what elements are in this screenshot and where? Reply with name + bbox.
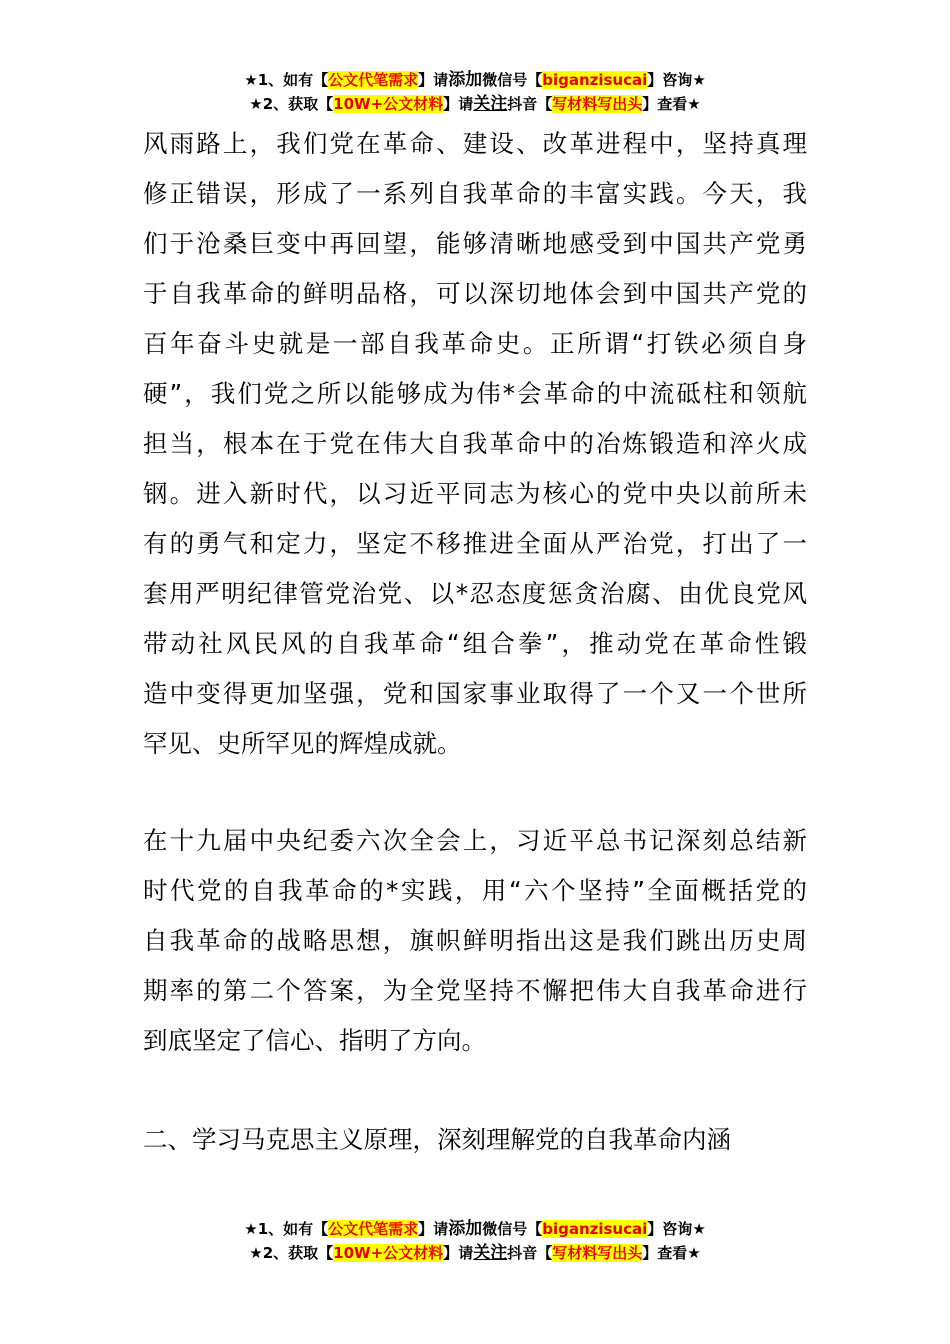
banner-text: 咨询 (662, 1220, 693, 1238)
banner-text: 请 (433, 1220, 449, 1238)
banner-text: 抖音 (507, 95, 538, 113)
banner-emphasis: 添加 (448, 70, 483, 90)
banner-emphasis: 关注 (473, 94, 508, 114)
banner-highlight: 10W+公文材料 (333, 1244, 444, 1262)
text-line: 百年奋斗史就是一部自我革命史。正所谓“打铁必须自身 (143, 329, 807, 358)
text-line: 罕见、史所罕见的辉煌成就。 (143, 729, 462, 758)
banner-highlight: 10W+公文材料 (333, 95, 444, 113)
text-line: 担当，根本在于党在伟大自我革命中的冶炼锻造和淬火成 (143, 429, 807, 458)
text-line: 套用严明纪律管党治党、以*忍态度惩贪治腐、由优良党风 (143, 579, 807, 608)
text-line: 时代党的自我革命的*实践，用“六个坚持”全面概括党的 (143, 876, 807, 905)
text-line: 们于沧桑巨变中再回望，能够清晰地感受到中国共产党勇 (143, 229, 807, 258)
banner-text: 2、获取 (262, 95, 319, 113)
bracket: 【 (527, 1220, 543, 1238)
text-line: 带动社风民风的自我革命“组合拳”，推动党在革命性锻 (143, 629, 807, 658)
text-line: 钢。进入新时代，以习近平同志为核心的党中央以前所未 (143, 479, 807, 508)
text-line: 硬”，我们党之所以能够成为伟*会革命的中流砥柱和领航 (143, 379, 807, 408)
bracket: 】 (443, 1244, 459, 1262)
star-icon: ★ (244, 1220, 258, 1238)
bracket: 】 (443, 95, 459, 113)
banner-line-1 (0, 1217, 950, 1241)
text-line: 自我革命的战略思想，旗帜鲜明指出这是我们跳出历史周 (143, 926, 807, 955)
bracket: 】 (642, 1244, 658, 1262)
banner-text: 1、如有 (257, 71, 314, 89)
banner-highlight: biganzisucai (542, 71, 648, 89)
bracket: 【 (537, 95, 553, 113)
star-icon: ★ (249, 1244, 263, 1262)
banner-text: 2、获取 (262, 1244, 319, 1262)
text-line: 于自我革命的鲜明品格，可以深切地体会到中国共产党的 (143, 279, 807, 308)
banner-highlight: 公文代笔需求 (328, 71, 419, 89)
banner-text: 微信号 (482, 1220, 528, 1238)
text-line: 到底坚定了信心、指明了方向。 (143, 1026, 486, 1055)
bracket: 】 (647, 1220, 663, 1238)
banner-highlight: 公文代笔需求 (328, 1220, 419, 1238)
heading-text: 二、学习马克思主义原理，深刻理解党的自我革命内涵 (143, 1125, 731, 1154)
star-icon: ★ (249, 95, 263, 113)
text-line: 期率的第二个答案，为全党坚持不懈把伟大自我革命进行 (143, 976, 807, 1005)
banner-text: 微信号 (482, 71, 528, 89)
star-icon: ★ (687, 1244, 701, 1262)
header-banner (0, 68, 950, 116)
star-icon: ★ (687, 95, 701, 113)
bracket: 【 (313, 1220, 329, 1238)
banner-line-2 (0, 1241, 950, 1265)
bracket: 【 (537, 1244, 553, 1262)
banner-emphasis: 添加 (448, 1219, 483, 1239)
banner-text: 请 (458, 1244, 474, 1262)
bracket: 】 (418, 1220, 434, 1238)
bracket: 【 (318, 95, 334, 113)
bracket: 】 (647, 71, 663, 89)
banner-text: 1、如有 (257, 1220, 314, 1238)
banner-text: 请 (433, 71, 449, 89)
banner-highlight: 写材料写出头 (552, 95, 643, 113)
banner-text: 查看 (657, 1244, 688, 1262)
banner-line-1 (0, 68, 950, 92)
paragraph-1 (143, 119, 807, 769)
star-icon: ★ (692, 71, 706, 89)
text-line: 在十九届中央纪委六次全会上，习近平总书记深刻总结新 (143, 826, 807, 855)
bracket: 【 (318, 1244, 334, 1262)
banner-text: 咨询 (662, 71, 693, 89)
banner-highlight: 写材料写出头 (552, 1244, 643, 1262)
banner-line-2 (0, 92, 950, 116)
text-line: 修正错误，形成了一系列自我革命的丰富实践。今天，我 (143, 179, 807, 208)
footer-banner (0, 1217, 950, 1265)
bracket: 【 (313, 71, 329, 89)
star-icon: ★ (692, 1220, 706, 1238)
text-line: 有的勇气和定力，坚定不移推进全面从严治党，打出了一 (143, 529, 807, 558)
paragraph-2 (143, 816, 807, 1066)
text-line: 造中变得更加坚强，党和国家事业取得了一个又一个世所 (143, 679, 807, 708)
bracket: 】 (642, 95, 658, 113)
banner-text: 请 (458, 95, 474, 113)
bracket: 【 (527, 71, 543, 89)
banner-text: 抖音 (507, 1244, 538, 1262)
banner-text: 查看 (657, 95, 688, 113)
banner-emphasis: 关注 (473, 1243, 508, 1263)
text-line: 风雨路上，我们党在革命、建设、改革进程中，坚持真理 (143, 129, 807, 158)
banner-highlight: biganzisucai (542, 1220, 648, 1238)
bracket: 】 (418, 71, 434, 89)
star-icon: ★ (244, 71, 258, 89)
section-heading (143, 1115, 807, 1165)
